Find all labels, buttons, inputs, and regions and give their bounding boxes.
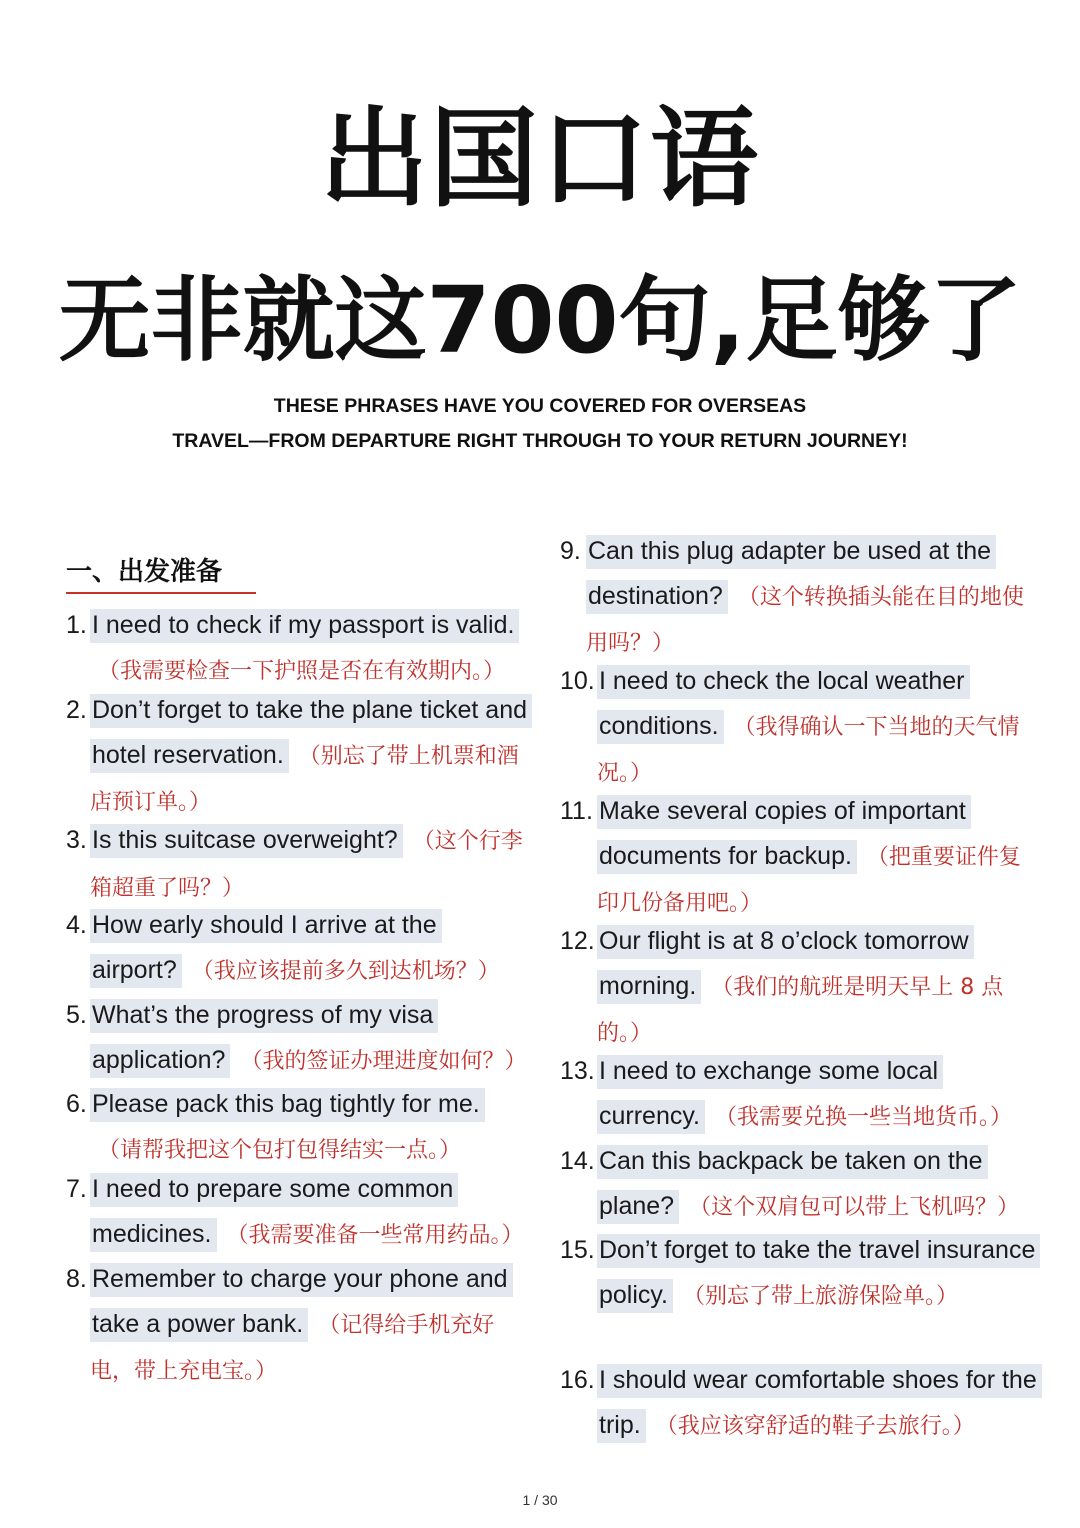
subtitle-line-2: TRAVEL—FROM DEPARTURE RIGHT THROUGH TO YOUR RETURN JOURNEY! <box>172 430 908 452</box>
phrase-english: Can this plug adapter be used at the destination? <box>586 535 996 614</box>
phrase-english: What’s the progress of my visa application? <box>90 999 438 1078</box>
phrase-english: I need to exchange some local currency. <box>597 1055 943 1134</box>
phrase-english: Don’t forget to take the plane ticket and hotel reservation. <box>90 694 532 773</box>
phrase-chinese: （把重要证件复印几份备用吧。） <box>597 844 1021 917</box>
phrase-number: 5. <box>66 1001 87 1029</box>
phrase-english: Remember to charge your phone and take a power bank. <box>90 1263 513 1342</box>
phrase-english: I need to check if my passport is valid. <box>90 609 519 643</box>
phrase-number: 8. <box>66 1265 87 1293</box>
phrase-english: I should wear comfortable shoes for the trip. <box>597 1364 1042 1443</box>
phrase-number: 14. <box>560 1147 595 1175</box>
phrase-chinese: （我得确认一下当地的天气情况。） <box>597 714 1020 787</box>
phrase-number: 11. <box>560 797 593 825</box>
phrase-chinese: （请帮我把这个包打包得结实一点。） <box>98 1137 462 1163</box>
phrase-number: 6. <box>66 1090 87 1118</box>
page-subtitle-cn: 无非就这700句,足够了 <box>58 267 1022 374</box>
page-title: 出国口语 <box>319 97 760 222</box>
phrase-chinese: （我的签证办理进度如何？） <box>240 1048 527 1074</box>
phrase-english: Make several copies of important documents for backup. <box>597 795 971 874</box>
phrase-number: 15. <box>560 1236 595 1264</box>
phrase-chinese: （别忘了带上旅游保险单。） <box>683 1283 959 1309</box>
phrase-number: 10. <box>560 667 595 695</box>
phrase-english: I need to prepare some common medicines. <box>90 1173 458 1252</box>
phrase-chinese: （我们的航班是明天早上 8 点的。） <box>597 974 1004 1047</box>
phrase-chinese: （这个双肩包可以带上飞机吗？） <box>689 1194 1020 1220</box>
phrase-number: 4. <box>66 911 87 939</box>
page-number: 1 / 30 <box>522 1492 558 1508</box>
phrase-english: Is this suitcase overweight? <box>90 824 403 858</box>
phrase-number: 13. <box>560 1057 595 1085</box>
phrase-number: 7. <box>66 1175 87 1203</box>
phrase-chinese: （我应该穿舒适的鞋子去旅行。） <box>655 1413 975 1439</box>
phrase-number: 9. <box>560 537 581 565</box>
phrase-english: Our flight is at 8 o’clock tomorrow morning. <box>597 925 974 1004</box>
phrase-chinese: （我需要兑换一些当地货币。） <box>714 1104 1012 1130</box>
phrase-number: 3. <box>66 826 87 854</box>
phrase-number: 12. <box>560 927 595 955</box>
subtitle-line-1: THESE PHRASES HAVE YOU COVERED FOR OVERSEAS <box>273 395 807 417</box>
phrase-chinese: （我需要检查一下护照是否在有效期内。） <box>98 658 506 684</box>
phrase-chinese: （别忘了带上机票和酒店预订单。） <box>90 743 519 816</box>
phrase-chinese: （这个行李箱超重了吗？） <box>90 829 523 901</box>
phrase-number: 1. <box>66 611 87 639</box>
phrase-chinese: （记得给手机充好电，带上充电宝。） <box>90 1312 495 1385</box>
phrase-chinese: （这个转换插头能在目的地使用吗？） <box>586 584 1024 657</box>
section-heading: 一、出发准备 <box>66 552 256 594</box>
phrase-english: I need to check the local weather conditions. <box>597 665 970 744</box>
phrase-chinese: （我应该提前多久到达机场？） <box>191 958 500 984</box>
phrase-number: 16. <box>560 1366 595 1394</box>
phrase-number: 2. <box>66 696 87 724</box>
phrase-english: Please pack this bag tightly for me. <box>90 1088 485 1122</box>
phrase-english: Don’t forget to take the travel insurance policy. <box>597 1234 1040 1313</box>
phrase-english: Can this backpack be taken on the plane? <box>597 1145 988 1224</box>
phrase-english: How early should I arrive at the airport? <box>90 909 442 988</box>
phrase-chinese: （我需要准备一些常用药品。） <box>226 1222 524 1248</box>
